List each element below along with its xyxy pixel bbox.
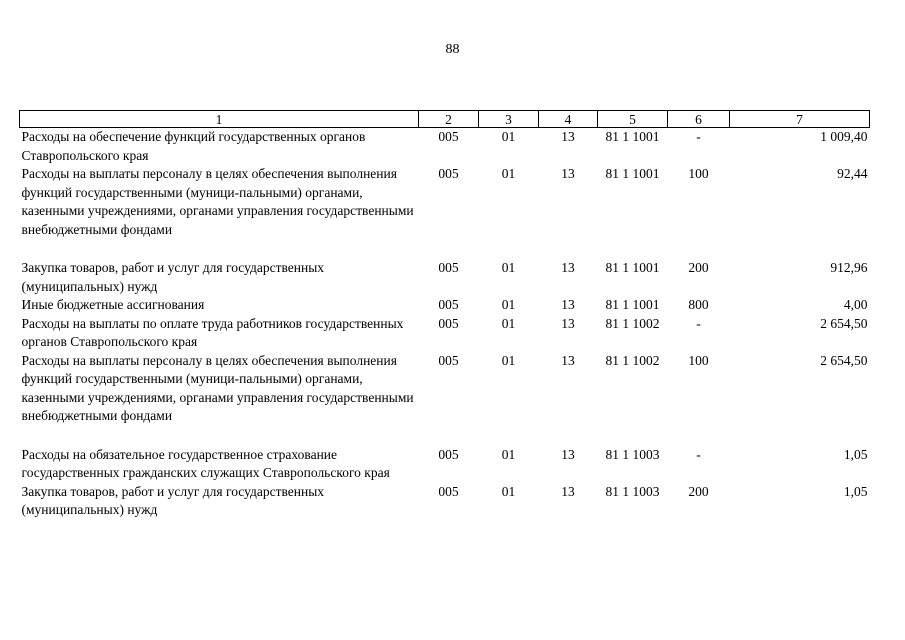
row-description: Иные бюджетные ассигнования bbox=[21, 297, 205, 312]
row-description: Закупка товаров, работ и услуг для государственных (муниципальных) нужд bbox=[21, 483, 325, 517]
table-row bbox=[20, 483, 870, 520]
row-expense-type: - bbox=[696, 446, 701, 462]
header-col-7: 7 bbox=[730, 111, 870, 128]
row-description: Расходы на обеспечение функций государственных органов Ставропольского края bbox=[21, 129, 366, 163]
row-expense-type: - bbox=[696, 129, 701, 144]
row-target-code: 81 1 1001 bbox=[605, 129, 660, 144]
row-section-code: 01 bbox=[501, 129, 516, 144]
row-description: Расходы на выплаты персоналу в целях обеспечения выполнения функций государственными (муници-пальными) органами, казенными учреждениями, органами управления государственными внебюджетными фондами bbox=[21, 166, 414, 237]
page-number: 88 bbox=[445, 42, 460, 57]
row-subsection-code: 13 bbox=[561, 352, 575, 368]
row-target-code: 81 1 1002 bbox=[605, 315, 660, 331]
row-subsection-code: 13 bbox=[561, 297, 575, 312]
header-col-4: 4 bbox=[539, 111, 598, 128]
row-description: Закупка товаров, работ и услуг для государственных (муниципальных) нужд bbox=[21, 260, 325, 294]
row-ministry-code: 005 bbox=[438, 483, 459, 499]
row-amount: 1 009,40 bbox=[820, 129, 868, 144]
row-expense-type: 100 bbox=[688, 166, 709, 181]
row-ministry-code: 005 bbox=[438, 129, 459, 144]
row-expense-type: 200 bbox=[688, 260, 709, 275]
row-section-code: 01 bbox=[501, 166, 516, 181]
row-expense-type: 800 bbox=[688, 297, 709, 312]
row-section-code: 01 bbox=[501, 352, 516, 368]
row-section-code: 01 bbox=[501, 483, 516, 499]
row-ministry-code: 005 bbox=[438, 352, 459, 368]
row-amount: 1,05 bbox=[843, 483, 868, 499]
row-subsection-code: 13 bbox=[561, 446, 575, 462]
row-target-code: 81 1 1001 bbox=[605, 297, 660, 312]
header-col-1: 1 bbox=[20, 111, 419, 128]
row-target-code: 81 1 1003 bbox=[605, 483, 660, 499]
row-ministry-code: 005 bbox=[438, 315, 459, 331]
row-subsection-code: 13 bbox=[561, 129, 575, 144]
row-section-code: 01 bbox=[501, 315, 516, 331]
row-amount: 92,44 bbox=[837, 166, 868, 181]
header-col-2: 2 bbox=[419, 111, 479, 128]
row-ministry-code: 005 bbox=[438, 166, 459, 181]
table-row bbox=[20, 128, 870, 166]
row-ministry-code: 005 bbox=[438, 260, 459, 275]
row-description: Расходы на выплаты по оплате труда работников государственных органов Ставропольского края bbox=[21, 315, 404, 349]
table-row bbox=[20, 315, 870, 352]
row-section-code: 01 bbox=[501, 446, 516, 462]
row-ministry-code: 005 bbox=[438, 297, 459, 312]
row-expense-type: 100 bbox=[688, 352, 709, 368]
table-row bbox=[20, 165, 870, 259]
row-amount: 4,00 bbox=[843, 297, 868, 312]
row-target-code: 81 1 1002 bbox=[605, 352, 660, 368]
row-expense-type: - bbox=[696, 315, 701, 331]
table-row bbox=[20, 259, 870, 296]
row-expense-type: 200 bbox=[688, 483, 709, 499]
row-subsection-code: 13 bbox=[561, 315, 575, 331]
table-row bbox=[20, 296, 870, 315]
row-section-code: 01 bbox=[501, 260, 516, 275]
row-description: Расходы на обязательное государственное страхование государственных гражданских служащих Ставропольского края bbox=[21, 446, 390, 480]
row-amount: 2 654,50 bbox=[820, 352, 868, 368]
row-ministry-code: 005 bbox=[438, 446, 459, 462]
row-target-code: 81 1 1001 bbox=[605, 260, 660, 275]
row-amount: 912,96 bbox=[830, 260, 868, 275]
budget-table bbox=[19, 110, 870, 520]
table-row bbox=[20, 352, 870, 446]
row-description: Расходы на выплаты персоналу в целях обеспечения выполнения функций государственными (муници-пальными) органами, казенными учреждениями, органами управления государственными внебюджетными фондами bbox=[21, 352, 414, 423]
table-row bbox=[20, 446, 870, 483]
row-subsection-code: 13 bbox=[561, 483, 575, 499]
row-amount: 2 654,50 bbox=[820, 315, 868, 331]
header-col-6: 6 bbox=[668, 111, 730, 128]
row-subsection-code: 13 bbox=[561, 166, 575, 181]
row-subsection-code: 13 bbox=[561, 260, 575, 275]
row-target-code: 81 1 1003 bbox=[605, 446, 660, 462]
row-target-code: 81 1 1001 bbox=[605, 166, 660, 181]
row-section-code: 01 bbox=[501, 297, 516, 312]
row-amount: 1,05 bbox=[843, 446, 868, 462]
header-col-5: 5 bbox=[598, 111, 668, 128]
header-row bbox=[20, 111, 870, 128]
header-col-3: 3 bbox=[479, 111, 539, 128]
